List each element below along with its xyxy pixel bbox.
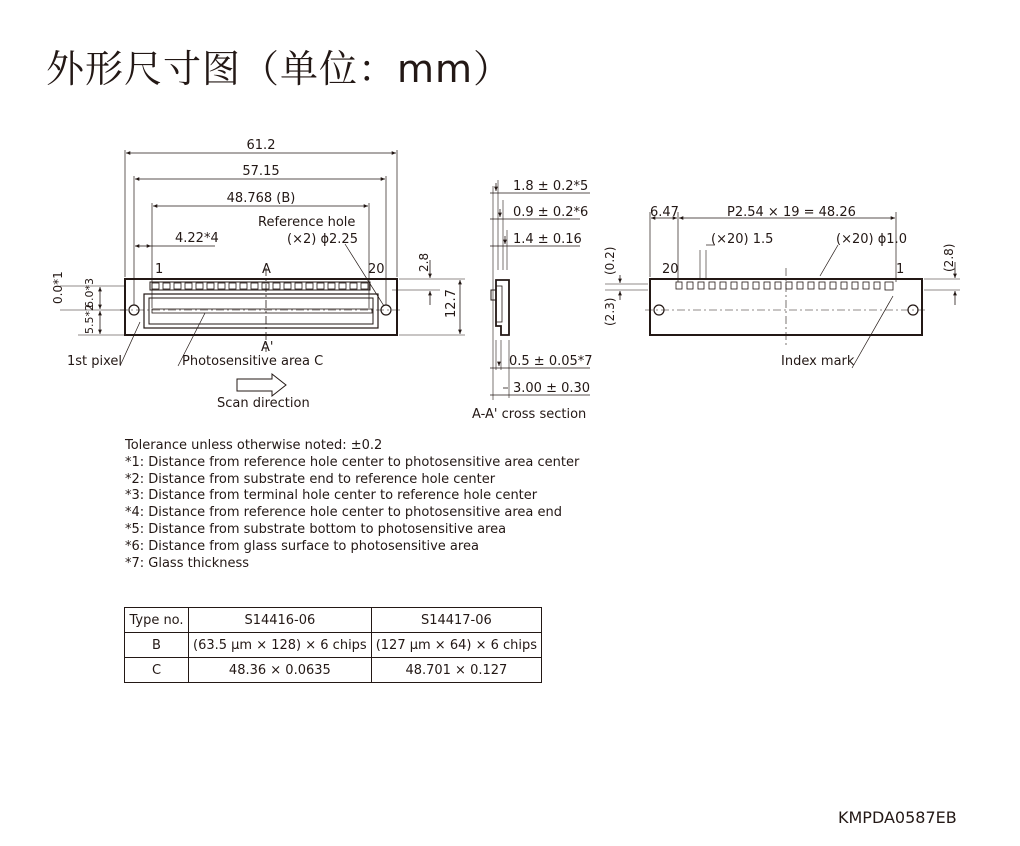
note-line: *7: Glass thickness xyxy=(125,555,250,571)
dim-5-5: 5.5*2 xyxy=(83,304,96,334)
cross-dim-2: 0.9 ± 0.2*6 xyxy=(513,205,589,220)
table-cell: 48.701 × 0.127 xyxy=(371,658,541,683)
note-line: *6: Distance from glass surface to photosensitive area xyxy=(125,538,479,554)
back-pads xyxy=(676,282,893,290)
cross-section-caption: A-A' cross section xyxy=(472,407,587,422)
dim-0-0: 0.0*1 xyxy=(51,271,65,304)
front-section-a-prime-label: A' xyxy=(261,340,274,355)
table-row xyxy=(125,658,542,683)
front-pins xyxy=(152,283,368,289)
tolerance-notes xyxy=(125,438,579,572)
front-pin-1-label: 1 xyxy=(155,262,164,277)
dim-6-0: 6.0*3 xyxy=(83,278,96,308)
table-header-cell: S14417-06 xyxy=(371,608,541,633)
cross-dim-5: 3.00 ± 0.30 xyxy=(513,381,591,396)
dim-hole-pitch: 57.15 xyxy=(242,164,280,179)
dim-overall-width: 61.2 xyxy=(246,138,276,153)
front-window-inner xyxy=(149,298,373,324)
cross-dim-3: 1.4 ± 0.16 xyxy=(513,232,582,247)
table-header-row xyxy=(125,608,542,633)
back-dim-pad-width: (×20) 1.5 xyxy=(711,232,774,247)
front-pin-row xyxy=(150,282,370,290)
back-dim-0-2: (0.2) xyxy=(603,246,617,275)
table-header-cell: Type no. xyxy=(125,608,189,633)
note-line: *1: Distance from reference hole center to photosensitive area center xyxy=(125,454,580,470)
dim-offset-4: 4.22*4 xyxy=(175,231,219,246)
reference-hole-dia: (×2) ϕ2.25 xyxy=(287,232,358,247)
table-cell: (63.5 μm × 128) × 6 chips xyxy=(189,633,372,658)
back-pin-20-label: 20 xyxy=(662,262,679,277)
note-line: *3: Distance from terminal hole center to reference hole center xyxy=(125,488,538,504)
cross-section-profile xyxy=(496,280,509,335)
front-pin-20-label: 20 xyxy=(368,262,385,277)
photosensitive-area xyxy=(152,309,372,313)
spec-table xyxy=(124,607,542,683)
front-substrate xyxy=(125,279,397,335)
dim-photosensitive-b: 48.768 (B) xyxy=(226,191,296,206)
page-title: 外形尺寸图（单位：mm） xyxy=(46,47,513,91)
index-mark-label: Index mark xyxy=(781,354,855,369)
back-dim-6-47: 6.47 xyxy=(650,205,679,220)
table-cell: B xyxy=(125,633,189,658)
note-line: *4: Distance from reference hole center to photosensitive area end xyxy=(125,505,562,521)
dim-2-8: 2.8 xyxy=(417,252,431,272)
cross-dim-1: 1.8 ± 0.2*5 xyxy=(513,179,589,194)
back-dim-pitch: P2.54 × 19 = 48.26 xyxy=(727,205,856,220)
note-line: *2: Distance from substrate end to reference hole center xyxy=(125,471,496,487)
back-dim-2-8: (2.8) xyxy=(942,243,956,272)
table-cell: (127 μm × 64) × 6 chips xyxy=(371,633,541,658)
drawing-code: KMPDA0587EB xyxy=(838,808,957,827)
table-row xyxy=(125,633,542,658)
back-dim-pad-diameter: (×20) ϕ1.0 xyxy=(836,232,907,247)
cross-dim-4: 0.5 ± 0.05*7 xyxy=(509,354,593,369)
first-pixel-label: 1st pixel xyxy=(67,354,123,369)
note-line: Tolerance unless otherwise noted: ±0.2 xyxy=(125,438,383,453)
dim-12-7: 12.7 xyxy=(444,289,459,318)
front-section-a-label: A xyxy=(262,262,271,277)
front-window-outer xyxy=(144,294,378,328)
reference-hole-label: Reference hole xyxy=(258,215,356,230)
scan-direction-arrow xyxy=(237,374,286,396)
table-cell: C xyxy=(125,658,189,683)
table-header-cell: S14416-06 xyxy=(189,608,372,633)
back-dim-2-3: (2.3) xyxy=(603,297,617,326)
scan-direction-label: Scan direction xyxy=(217,396,310,411)
table-cell: 48.36 × 0.0635 xyxy=(189,658,372,683)
back-pin-1-label: 1 xyxy=(896,262,905,277)
note-line: *5: Distance from substrate bottom to photosensitive area xyxy=(125,521,507,537)
photosensitive-area-label: Photosensitive area C xyxy=(182,354,324,369)
